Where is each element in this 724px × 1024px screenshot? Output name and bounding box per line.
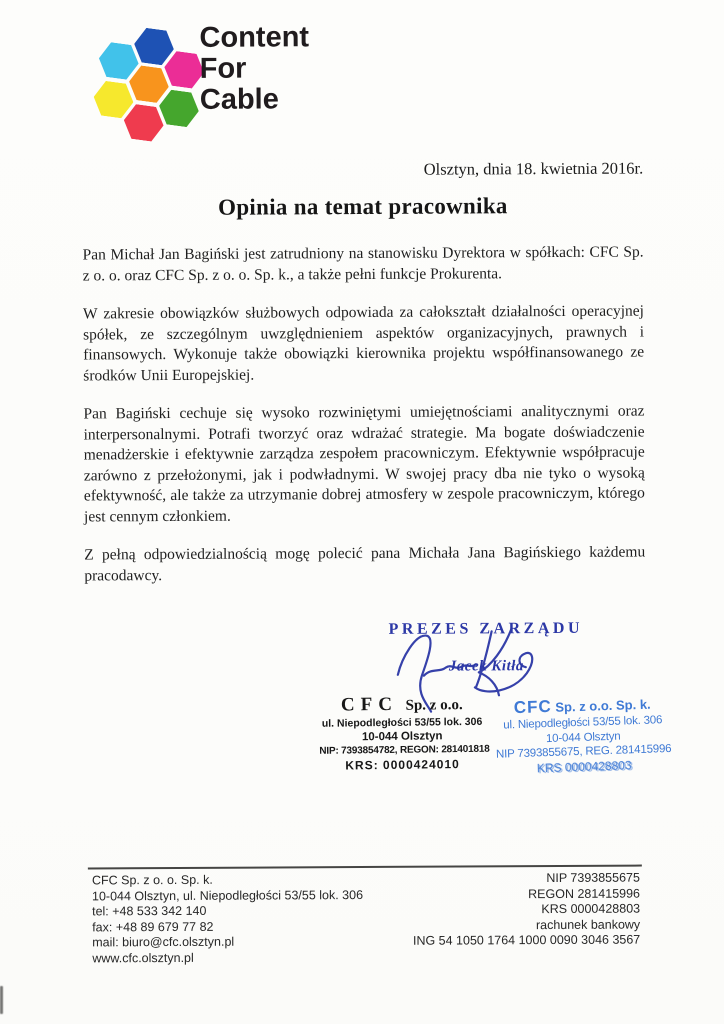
logo-word-content: Content: [199, 21, 310, 54]
logo-wordmark: [199, 22, 309, 116]
stamp-blue-krs: KRS 0000428803: [536, 757, 632, 775]
logo-word-for: For: [199, 52, 247, 85]
stamp-black-address1: ul. Niepodległości 53/55 lok. 306: [321, 715, 483, 730]
logo-word-cable: Cable: [199, 83, 279, 116]
stamp-black-company: CFC: [340, 693, 399, 716]
footer-fax: fax: +48 89 679 77 82: [92, 919, 214, 935]
paragraph-4: Z pełną odpowiedzialnością mogę polecić pana Michała Jana Bagińskiego każdemu pracodawcy.: [84, 543, 646, 584]
document-title: Opinia na temat pracownika: [218, 193, 508, 220]
footer-divider: [88, 865, 642, 870]
footer-company-address: 10-044 Olsztyn, ul. Niepodległości 53/55 lok. 306: [91, 887, 364, 904]
footer-nip: NIP 7393855675: [546, 870, 640, 886]
stamp-black-address2: 10-044 Olsztyn: [361, 730, 443, 744]
paragraph-2: W zakresie obowiązków służbowych odpowiada za całokształt działalności operacyjnej spółek, ze szczególnym uwzględnieniem aspektów organizacyjnych, prawnych i finansowych. Wykonuje także obowiązki kierownika projektu współfinansowanego ze środków Unii Europejskiej.: [82, 302, 645, 384]
logo-hex-bottom-right-icon: [157, 88, 201, 128]
signatory-name: Jacek Kitła: [448, 658, 524, 675]
paragraph-1: Pan Michał Jan Bagiński jest zatrudniony na stanowisku Dyrektora w spółkach: CFC Sp. z o. o. oraz CFC Sp. z o. o. Sp. k., a także pełni funkcje Prokurenta.: [82, 243, 644, 284]
company-stamp-blue: [492, 693, 674, 776]
signature-role: PREZES ZARZĄDU: [388, 619, 584, 638]
stamp-blue-address2: 10-044 Olsztyn: [545, 730, 621, 745]
date-line: Olsztyn, dnia 18. kwietnia 2016r.: [423, 158, 644, 179]
stamp-black-registry: NIP: 7393854782, REGON: 281401818: [319, 743, 490, 757]
stamp-blue-address1: ul. Niepodległości 53/55 lok. 306: [503, 714, 663, 732]
paragraph-3: Pan Bagiński cechuje się wysoko rozwiniętymi umiejętnościami analitycznymi oraz interpersonalnymi. Potrafi tworzyć oraz wdrażać strategie. Ma bogate doświadczenie menadżerskie i efektywnie zarządza zespołem pracowniczym. Efektywnie współpracuje zarówno z przełożonymi, jak i podwładnymi. W swojej pracy dba nie tyko o wysoką efektywność, ale także za utrzymanie dobrej atmosfery w zespole pracowniczym, którego jest cennym członkiem.: [83, 402, 645, 525]
company-stamp-black: [319, 693, 490, 774]
letter-body: [83, 243, 646, 605]
stamp-black-suffix: Sp. z o.o.: [405, 697, 463, 714]
footer-company-name: CFC Sp. z o. o. Sp. k.: [91, 872, 213, 888]
stamp-black-krs: KRS: 0000424010: [345, 757, 460, 773]
footer-krs: KRS 0000428803: [541, 901, 641, 917]
footer-regon: REGON 281415996: [528, 886, 641, 901]
footer-email: mail: biuro@cfc.olsztyn.pl: [92, 935, 235, 950]
footer-bank-account: ING 54 1050 1764 1000 0090 3046 3567: [412, 932, 641, 949]
footer-company-block: [92, 872, 363, 967]
scan-edge-artifact: [0, 986, 3, 1014]
footer-phone: tel: +48 533 342 140: [92, 904, 207, 919]
stamp-blue-company: CFC: [513, 696, 553, 718]
footer-registry-block: [413, 871, 641, 950]
footer-bank-label: rachunek bankowy: [535, 917, 641, 932]
stamp-blue-registry: NIP 7393855675, REG. 281415996: [495, 742, 672, 761]
footer-website: www.cfc.olsztyn.pl: [92, 950, 194, 966]
stamp-black-company-line: [319, 693, 485, 717]
stamp-blue-suffix: Sp. z o.o. Sp. k.: [555, 696, 651, 715]
